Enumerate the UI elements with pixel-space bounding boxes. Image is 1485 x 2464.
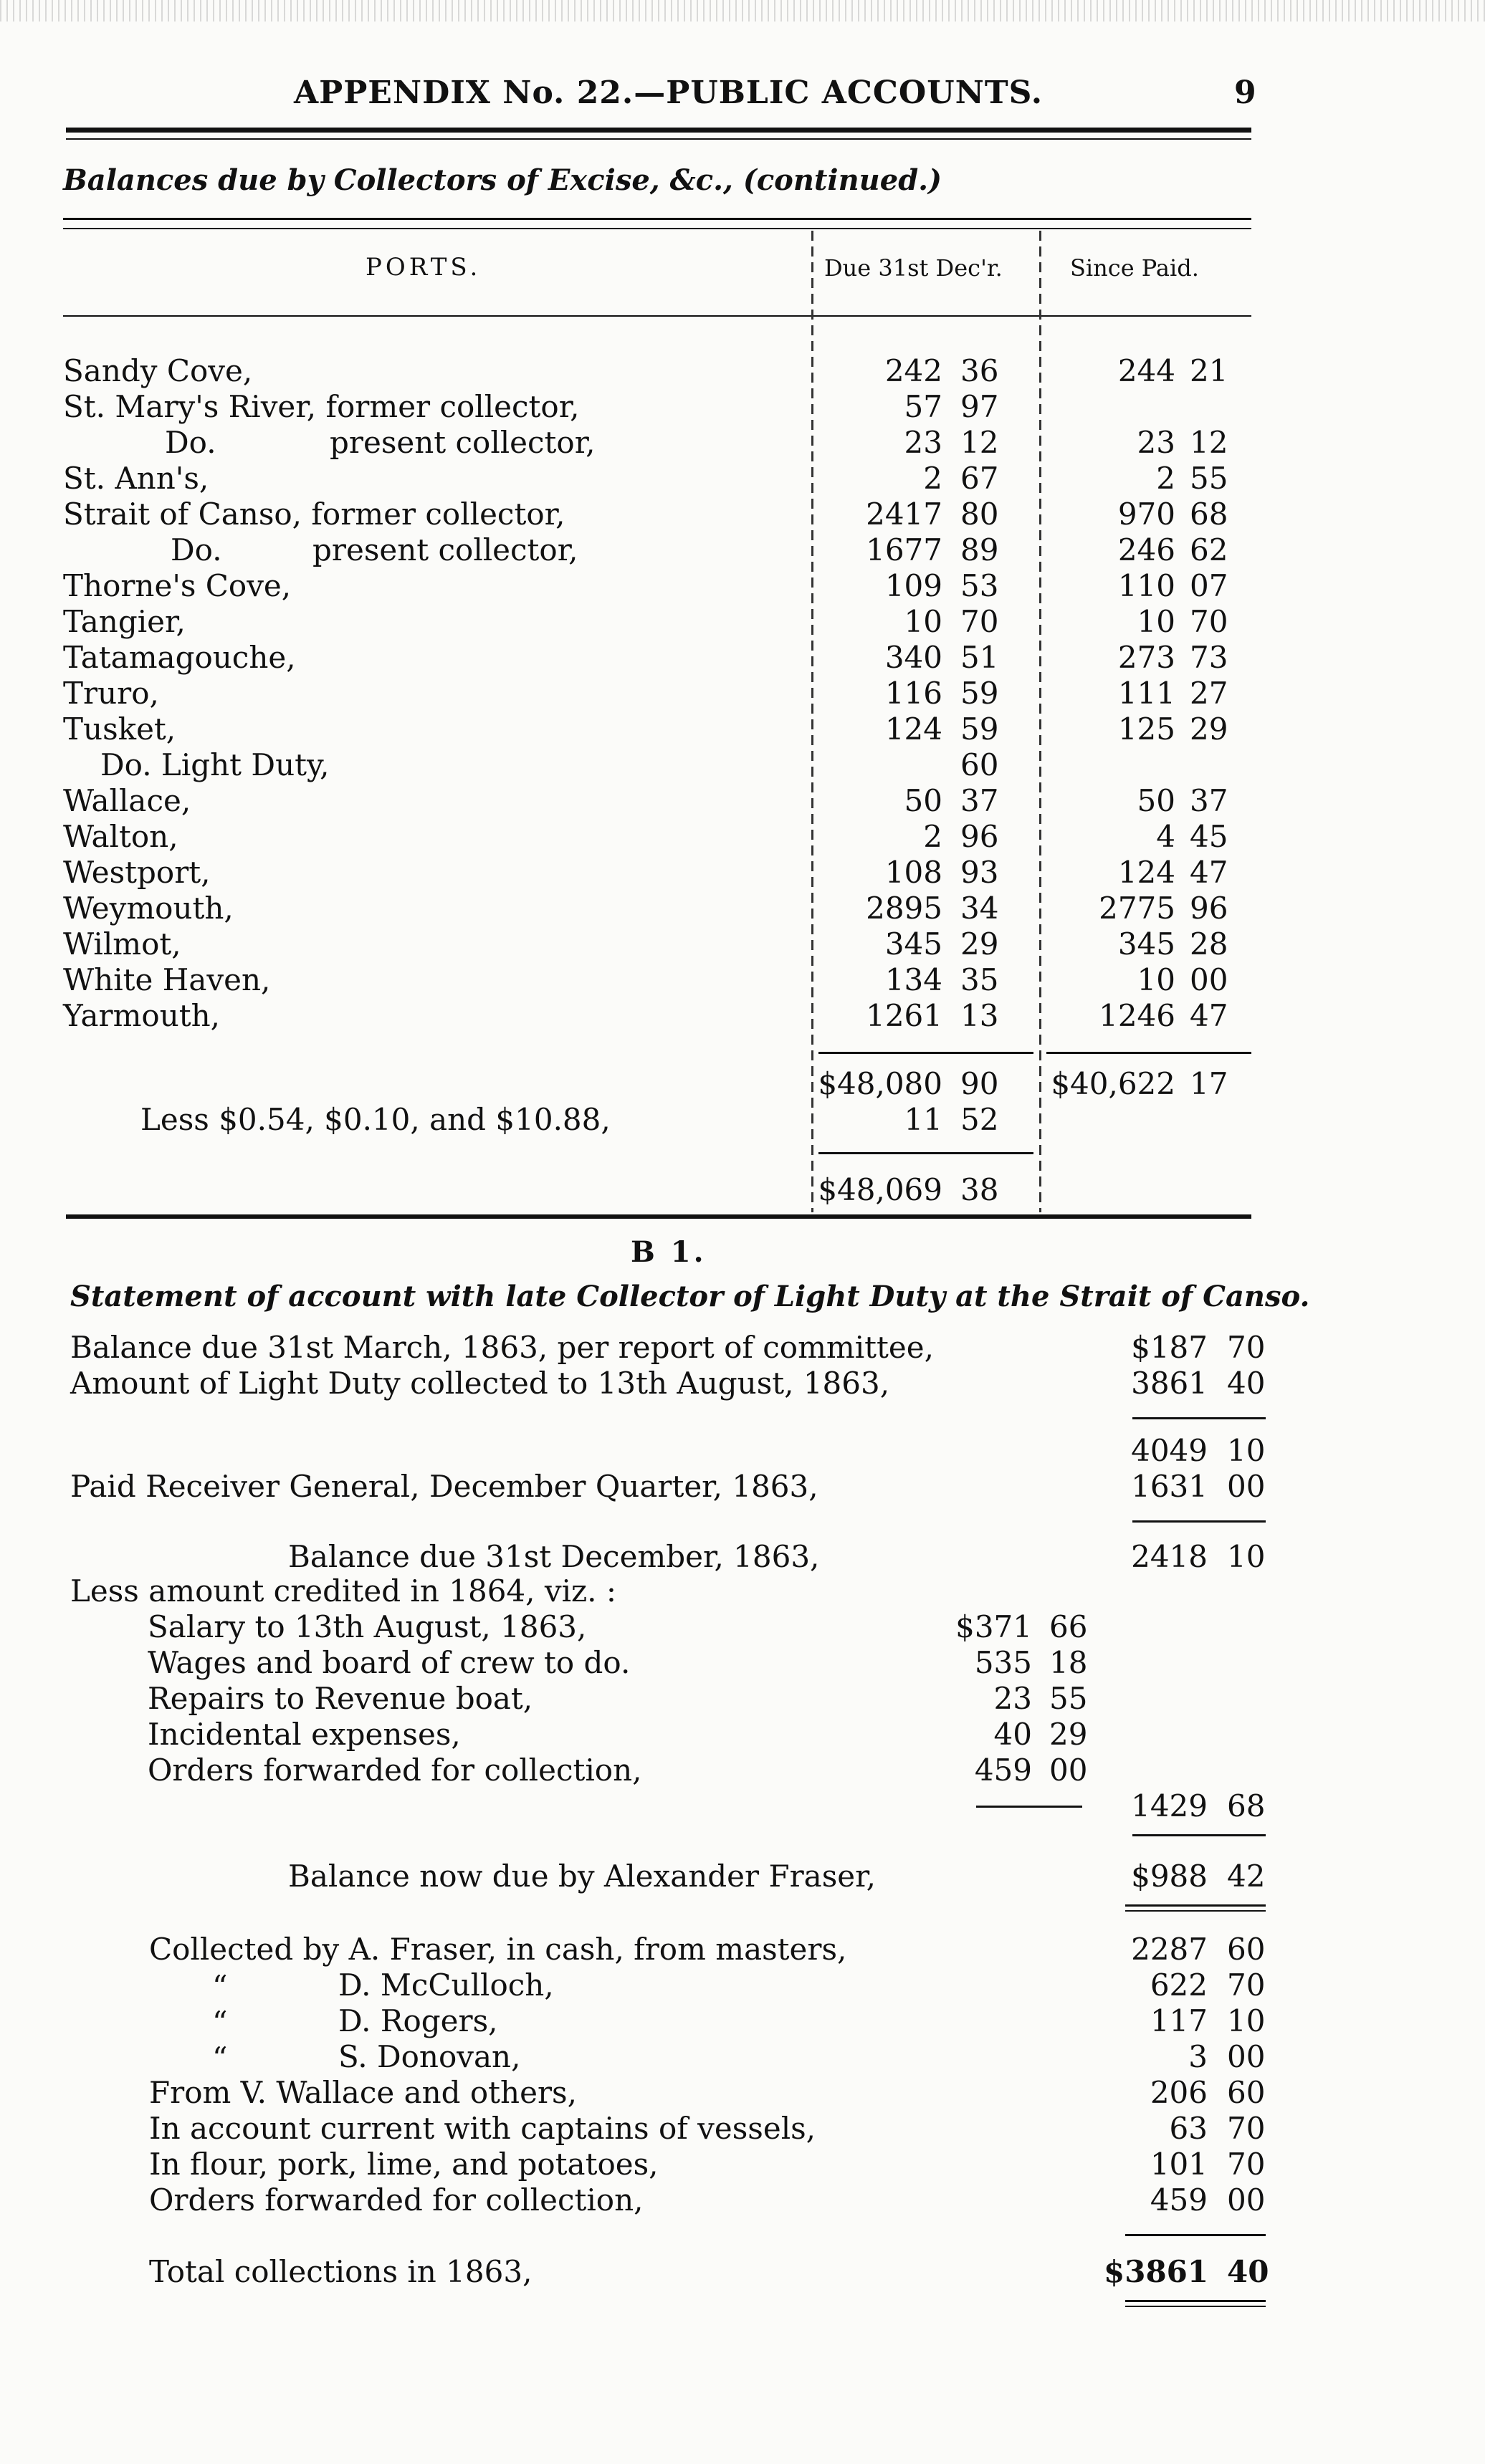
account-line-label: Amount of Light Duty collected to 13th August, 1863, [70,1366,890,1401]
page-number: 9 [1234,75,1256,111]
header-rule-thin [66,138,1251,140]
credit-item-cents: 18 [1049,1645,1088,1680]
paid-dollars: 244 [1117,353,1175,388]
collection-cents: 00 [1227,2039,1266,2074]
credits-total-cents: 68 [1227,1788,1266,1823]
paid-dollars: 125 [1117,711,1175,747]
paid-cents: 00 [1190,962,1228,997]
account-line-cents: 40 [1227,1366,1266,1401]
paid-cents: 27 [1190,676,1228,711]
column-divider-2 [1039,231,1041,1212]
paid-dollars: 111 [1117,676,1175,711]
less-credited-label: Less amount credited in 1864, viz. : [70,1573,616,1609]
now-due-cents: 42 [1227,1859,1266,1894]
account-line-cents: 70 [1227,1330,1266,1365]
ditto-mark: “ [212,2041,228,2076]
totals-rule-due [818,1052,1033,1054]
credit-item-dollars: 40 [993,1717,1032,1752]
due-cents: 12 [960,425,999,460]
less-deduction-cents: 52 [960,1102,999,1137]
subtotal-rule [1132,1417,1266,1419]
credits-rule [976,1806,1082,1808]
credit-item-dollars: $371 [955,1609,1032,1644]
credit-item-cents: 66 [1049,1609,1088,1644]
now-due-label: Balance now due by Alexander Fraser, [288,1859,876,1894]
credit-item-dollars: 23 [993,1681,1032,1716]
paid-cents: 68 [1190,497,1228,532]
less-deduction-label: Less $0.54, $0.10, and $10.88, [140,1102,611,1137]
paid-cents: 47 [1190,855,1228,890]
credit-item-label: Repairs to Revenue boat, [148,1681,533,1716]
paid-cents: 96 [1190,891,1228,926]
paid-dollars: 23 [1137,425,1175,460]
net-due-cents: 38 [960,1172,999,1207]
page-header-title: APPENDIX No. 22.—PUBLIC ACCOUNTS. [294,75,1044,111]
due-dollars: 2 [923,819,942,854]
header-rule-thick [66,128,1251,133]
due-cents: 96 [960,819,999,854]
column-header-due: Due 31st Dec'r. [824,254,1003,282]
balance-dec-dollars: 2418 [1131,1539,1208,1574]
collection-cents: 60 [1227,1932,1266,1967]
paid-cents: 45 [1190,819,1228,854]
total-collections-rule [1125,2234,1266,2236]
due-dollars: 242 [884,353,942,388]
due-cents: 51 [960,640,999,675]
paid-dollars: 10 [1137,962,1175,997]
now-due-dollars: $988 [1131,1859,1208,1894]
port-name: Do. [171,532,222,567]
paid-receiver-cents: 00 [1227,1469,1266,1504]
table-top-rule-1 [63,218,1251,220]
account-line-dollars: 3861 [1131,1366,1208,1401]
port-name: Weymouth, [63,891,234,926]
collection-label: D. Rogers, [338,2003,498,2038]
due-dollars: 1677 [866,532,942,567]
collection-dollars: 206 [1150,2075,1208,2110]
collection-dollars: 2287 [1131,1932,1208,1967]
credit-item-dollars: 459 [974,1753,1032,1788]
now-due-rule [1132,1834,1266,1836]
section-a-bottom-rule [66,1214,1251,1219]
due-dollars: 50 [904,783,942,818]
net-rule [818,1152,1033,1154]
port-name: Sandy Cove, [63,353,253,388]
port-name: Tusket, [63,711,176,747]
due-cents: 59 [960,711,999,747]
collection-cents: 10 [1227,2003,1266,2038]
due-dollars: 340 [884,640,942,675]
collection-cents: 70 [1227,2147,1266,2182]
paid-cents: 47 [1190,998,1228,1033]
page-edge-speckle [0,0,1485,21]
port-name: Westport, [63,855,211,890]
port-name: Thorne's Cove, [63,568,292,603]
subtotal-dollars: 4049 [1131,1433,1208,1468]
due-dollars: 1261 [866,998,942,1033]
collection-dollars: 622 [1150,1967,1208,2003]
due-cents: 36 [960,353,999,388]
port-name-detail: present collector, [312,532,578,567]
due-dollars: 116 [884,676,942,711]
due-cents: 67 [960,461,999,496]
balance-dec-label: Balance due 31st December, 1863, [288,1539,820,1574]
column-header-paid: Since Paid. [1070,254,1199,282]
port-name: Walton, [63,819,178,854]
due-dollars: 109 [884,568,942,603]
paid-cents: 29 [1190,711,1228,747]
collection-label: Collected by A. Fraser, in cash, from masters, [149,1932,847,1967]
collection-dollars: 101 [1150,2147,1208,2182]
paid-cents: 73 [1190,640,1228,675]
column-header-rule [63,315,1251,317]
collection-label: S. Donovan, [338,2039,521,2074]
paid-cents: 37 [1190,783,1228,818]
section-a-subtitle: Balances due by Collectors of Excise, &c., (continued.) [63,163,942,197]
credit-item-label: Salary to 13th August, 1863, [148,1609,587,1644]
subtotal-cents: 10 [1227,1433,1266,1468]
due-cents: 53 [960,568,999,603]
credits-total-dollars: 1429 [1131,1788,1208,1823]
paid-cents: 70 [1190,604,1228,639]
due-cents: 80 [960,497,999,532]
paid-cents: 12 [1190,425,1228,460]
balance-dec-cents: 10 [1227,1539,1266,1574]
port-name: Truro, [63,676,159,711]
collection-label: Orders forwarded for collection, [149,2182,644,2218]
paid-cents: 28 [1190,926,1228,962]
due-cents: 37 [960,783,999,818]
due-dollars: 23 [904,425,942,460]
due-dollars: 124 [884,711,942,747]
column-divider-1 [811,231,813,1212]
collection-label: In flour, pork, lime, and potatoes, [149,2147,659,2182]
due-cents: 13 [960,998,999,1033]
paid-dollars: 2 [1156,461,1175,496]
paid-dollars: 124 [1117,855,1175,890]
paid-dollars: 2775 [1099,891,1175,926]
account-line-label: Balance due 31st March, 1863, per report of committee, [70,1330,934,1365]
port-name: Strait of Canso, former collector, [63,497,565,532]
due-dollars: 57 [904,389,942,424]
net-due-dollars: $48,069 [818,1172,942,1207]
total-collections-dollars: $3861 [1104,2254,1209,2289]
collection-label: From V. Wallace and others, [149,2075,577,2110]
port-name-detail: present collector, [330,425,596,460]
due-dollars: 2417 [866,497,942,532]
credit-item-cents: 00 [1049,1753,1088,1788]
credit-item-label: Wages and board of crew to do. [148,1645,631,1680]
port-name: St. Mary's River, former collector, [63,389,580,424]
paid-dollars: 246 [1117,532,1175,567]
credit-item-cents: 29 [1049,1717,1088,1752]
collection-dollars: 459 [1150,2182,1208,2218]
due-cents: 34 [960,891,999,926]
paid-dollars: 345 [1117,926,1175,962]
now-due-double-rule-2 [1125,1910,1266,1912]
table-top-rule-2 [63,228,1251,229]
collection-cents: 00 [1227,2182,1266,2218]
ditto-mark: “ [212,1969,228,2004]
port-name: Tangier, [63,604,186,639]
due-cents: 59 [960,676,999,711]
collection-dollars: 117 [1150,2003,1208,2038]
total-paid-dollars: $40,622 [1051,1066,1175,1101]
due-cents: 29 [960,926,999,962]
now-due-double-rule-1 [1125,1904,1266,1907]
port-name: St. Ann's, [63,461,209,496]
credit-item-label: Incidental expenses, [148,1717,461,1752]
due-dollars: 2 [923,461,942,496]
totals-rule-paid [1046,1052,1251,1054]
total-due-cents: 90 [960,1066,999,1101]
total-collections-double-rule-2 [1125,2306,1266,2307]
collection-label: D. McCulloch, [338,1967,554,2003]
port-name: Do. [165,425,216,460]
collection-dollars: 3 [1188,2039,1208,2074]
paid-receiver-label: Paid Receiver General, December Quarter, 1863, [70,1469,818,1504]
credit-item-dollars: 535 [974,1645,1032,1680]
due-cents: 70 [960,604,999,639]
due-cents: 35 [960,962,999,997]
port-name: Wallace, [63,783,191,818]
collection-cents: 70 [1227,1967,1266,2003]
collection-dollars: 63 [1169,2111,1208,2146]
collection-label: In account current with captains of vessels, [149,2111,816,2146]
paid-dollars: 970 [1117,497,1175,532]
ditto-mark: “ [212,2005,228,2040]
total-collections-double-rule-1 [1125,2300,1266,2302]
paid-cents: 62 [1190,532,1228,567]
paid-dollars: 4 [1156,819,1175,854]
paid-receiver-dollars: 1631 [1131,1469,1208,1504]
due-dollars: 10 [904,604,942,639]
port-name: White Haven, [63,962,271,997]
paid-dollars: 273 [1117,640,1175,675]
total-due-dollars: $48,080 [818,1066,942,1101]
section-b-heading: B 1. [631,1235,707,1269]
due-dollars: 345 [884,926,942,962]
credit-item-label: Orders forwarded for collection, [148,1753,642,1788]
port-name: Do. Light Duty, [100,747,330,782]
column-header-ports: PORTS. [366,253,482,282]
paid-dollars: 1246 [1099,998,1175,1033]
account-line-dollars: $187 [1131,1330,1208,1365]
balance-rule [1132,1520,1266,1523]
port-name: Tatamagouche, [63,640,296,675]
due-cents: 89 [960,532,999,567]
less-deduction-dollars: 11 [904,1102,942,1137]
collection-cents: 60 [1227,2075,1266,2110]
due-cents: 60 [960,747,999,782]
due-dollars: 2895 [866,891,942,926]
paid-dollars: 50 [1137,783,1175,818]
port-name: Yarmouth, [63,998,221,1033]
paid-cents: 55 [1190,461,1228,496]
credit-item-cents: 55 [1049,1681,1088,1716]
port-name: Wilmot, [63,926,181,962]
paid-cents: 21 [1190,353,1228,388]
due-dollars: 108 [884,855,942,890]
paid-dollars: 110 [1117,568,1175,603]
due-dollars: 134 [884,962,942,997]
section-b-subtitle: Statement of account with late Collector of Light Duty at the Strait of Canso. [70,1280,1310,1313]
paid-cents: 07 [1190,568,1228,603]
total-collections-cents: 40 [1227,2254,1269,2289]
due-cents: 97 [960,389,999,424]
total-paid-cents: 17 [1190,1066,1228,1101]
total-collections-label: Total collections in 1863, [149,2254,533,2289]
paid-dollars: 10 [1137,604,1175,639]
collection-cents: 70 [1227,2111,1266,2146]
due-cents: 93 [960,855,999,890]
